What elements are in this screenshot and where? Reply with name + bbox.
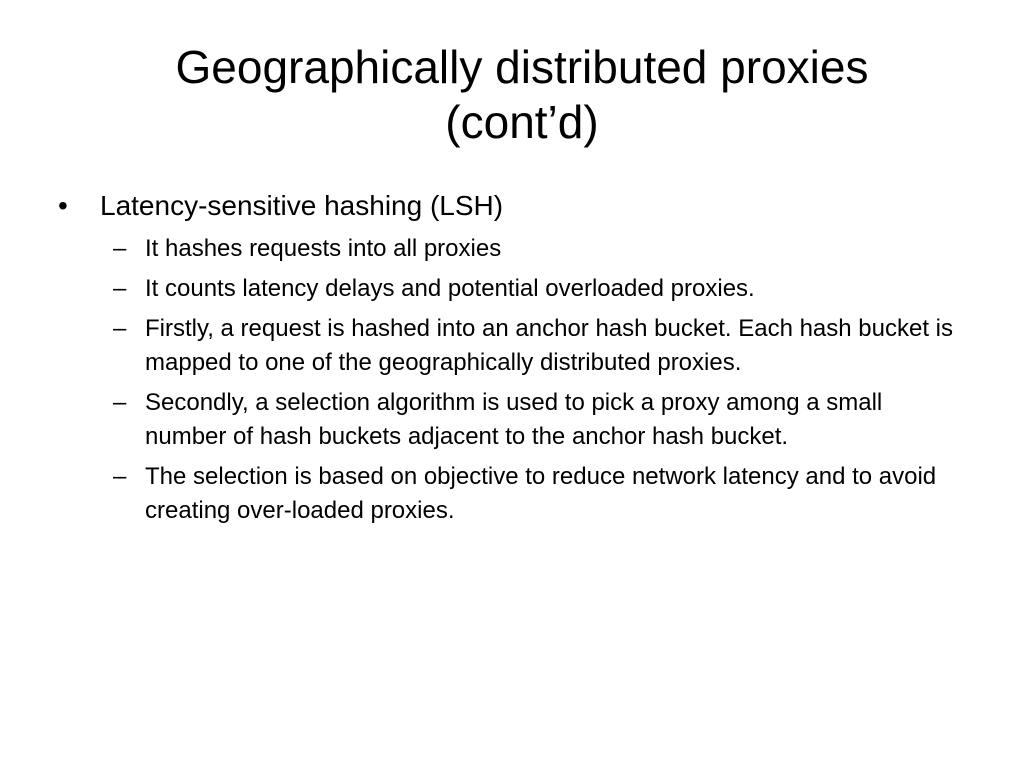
sub-bullet-text: Secondly, a selection algorithm is used to pick a proxy among a small number of hash buckets adjacent to the anchor hash bucket. bbox=[145, 389, 883, 450]
sub-bullet-marker: – bbox=[113, 463, 127, 490]
slide-title-line-2: (cont’d) bbox=[445, 96, 599, 148]
sub-bullet-marker: – bbox=[113, 315, 127, 342]
sub-bullet-text: It counts latency delays and potential overloaded proxies. bbox=[145, 275, 755, 302]
sub-bullet-text: The selection is based on objective to reduce network latency and to avoid creating over-loaded proxies. bbox=[145, 463, 937, 524]
bullet-lsh bbox=[58, 188, 968, 224]
sub-bullet-3 bbox=[113, 312, 968, 380]
sub-bullet-marker: – bbox=[113, 389, 127, 416]
sub-bullet-text: It hashes requests into all proxies bbox=[145, 235, 502, 262]
sub-bullet-list bbox=[113, 232, 968, 528]
bullet-marker: • bbox=[58, 190, 68, 221]
sub-bullet-4 bbox=[113, 386, 968, 454]
sub-bullet-marker: – bbox=[113, 275, 127, 302]
sub-bullet-5 bbox=[113, 460, 968, 528]
bullet-text: Latency-sensitive hashing (LSH) bbox=[100, 190, 504, 221]
sub-bullet-text: Firstly, a request is hashed into an anchor hash bucket. Each hash bucket is mapped to one of the geographically distributed proxies. bbox=[145, 315, 954, 376]
slide-content bbox=[58, 188, 968, 534]
sub-bullet-marker: – bbox=[113, 235, 127, 262]
slide-title-line-1: Geographically distributed proxies bbox=[175, 41, 869, 93]
slide-title bbox=[60, 40, 984, 150]
sub-bullet-1 bbox=[113, 232, 968, 266]
sub-bullet-2 bbox=[113, 272, 968, 306]
